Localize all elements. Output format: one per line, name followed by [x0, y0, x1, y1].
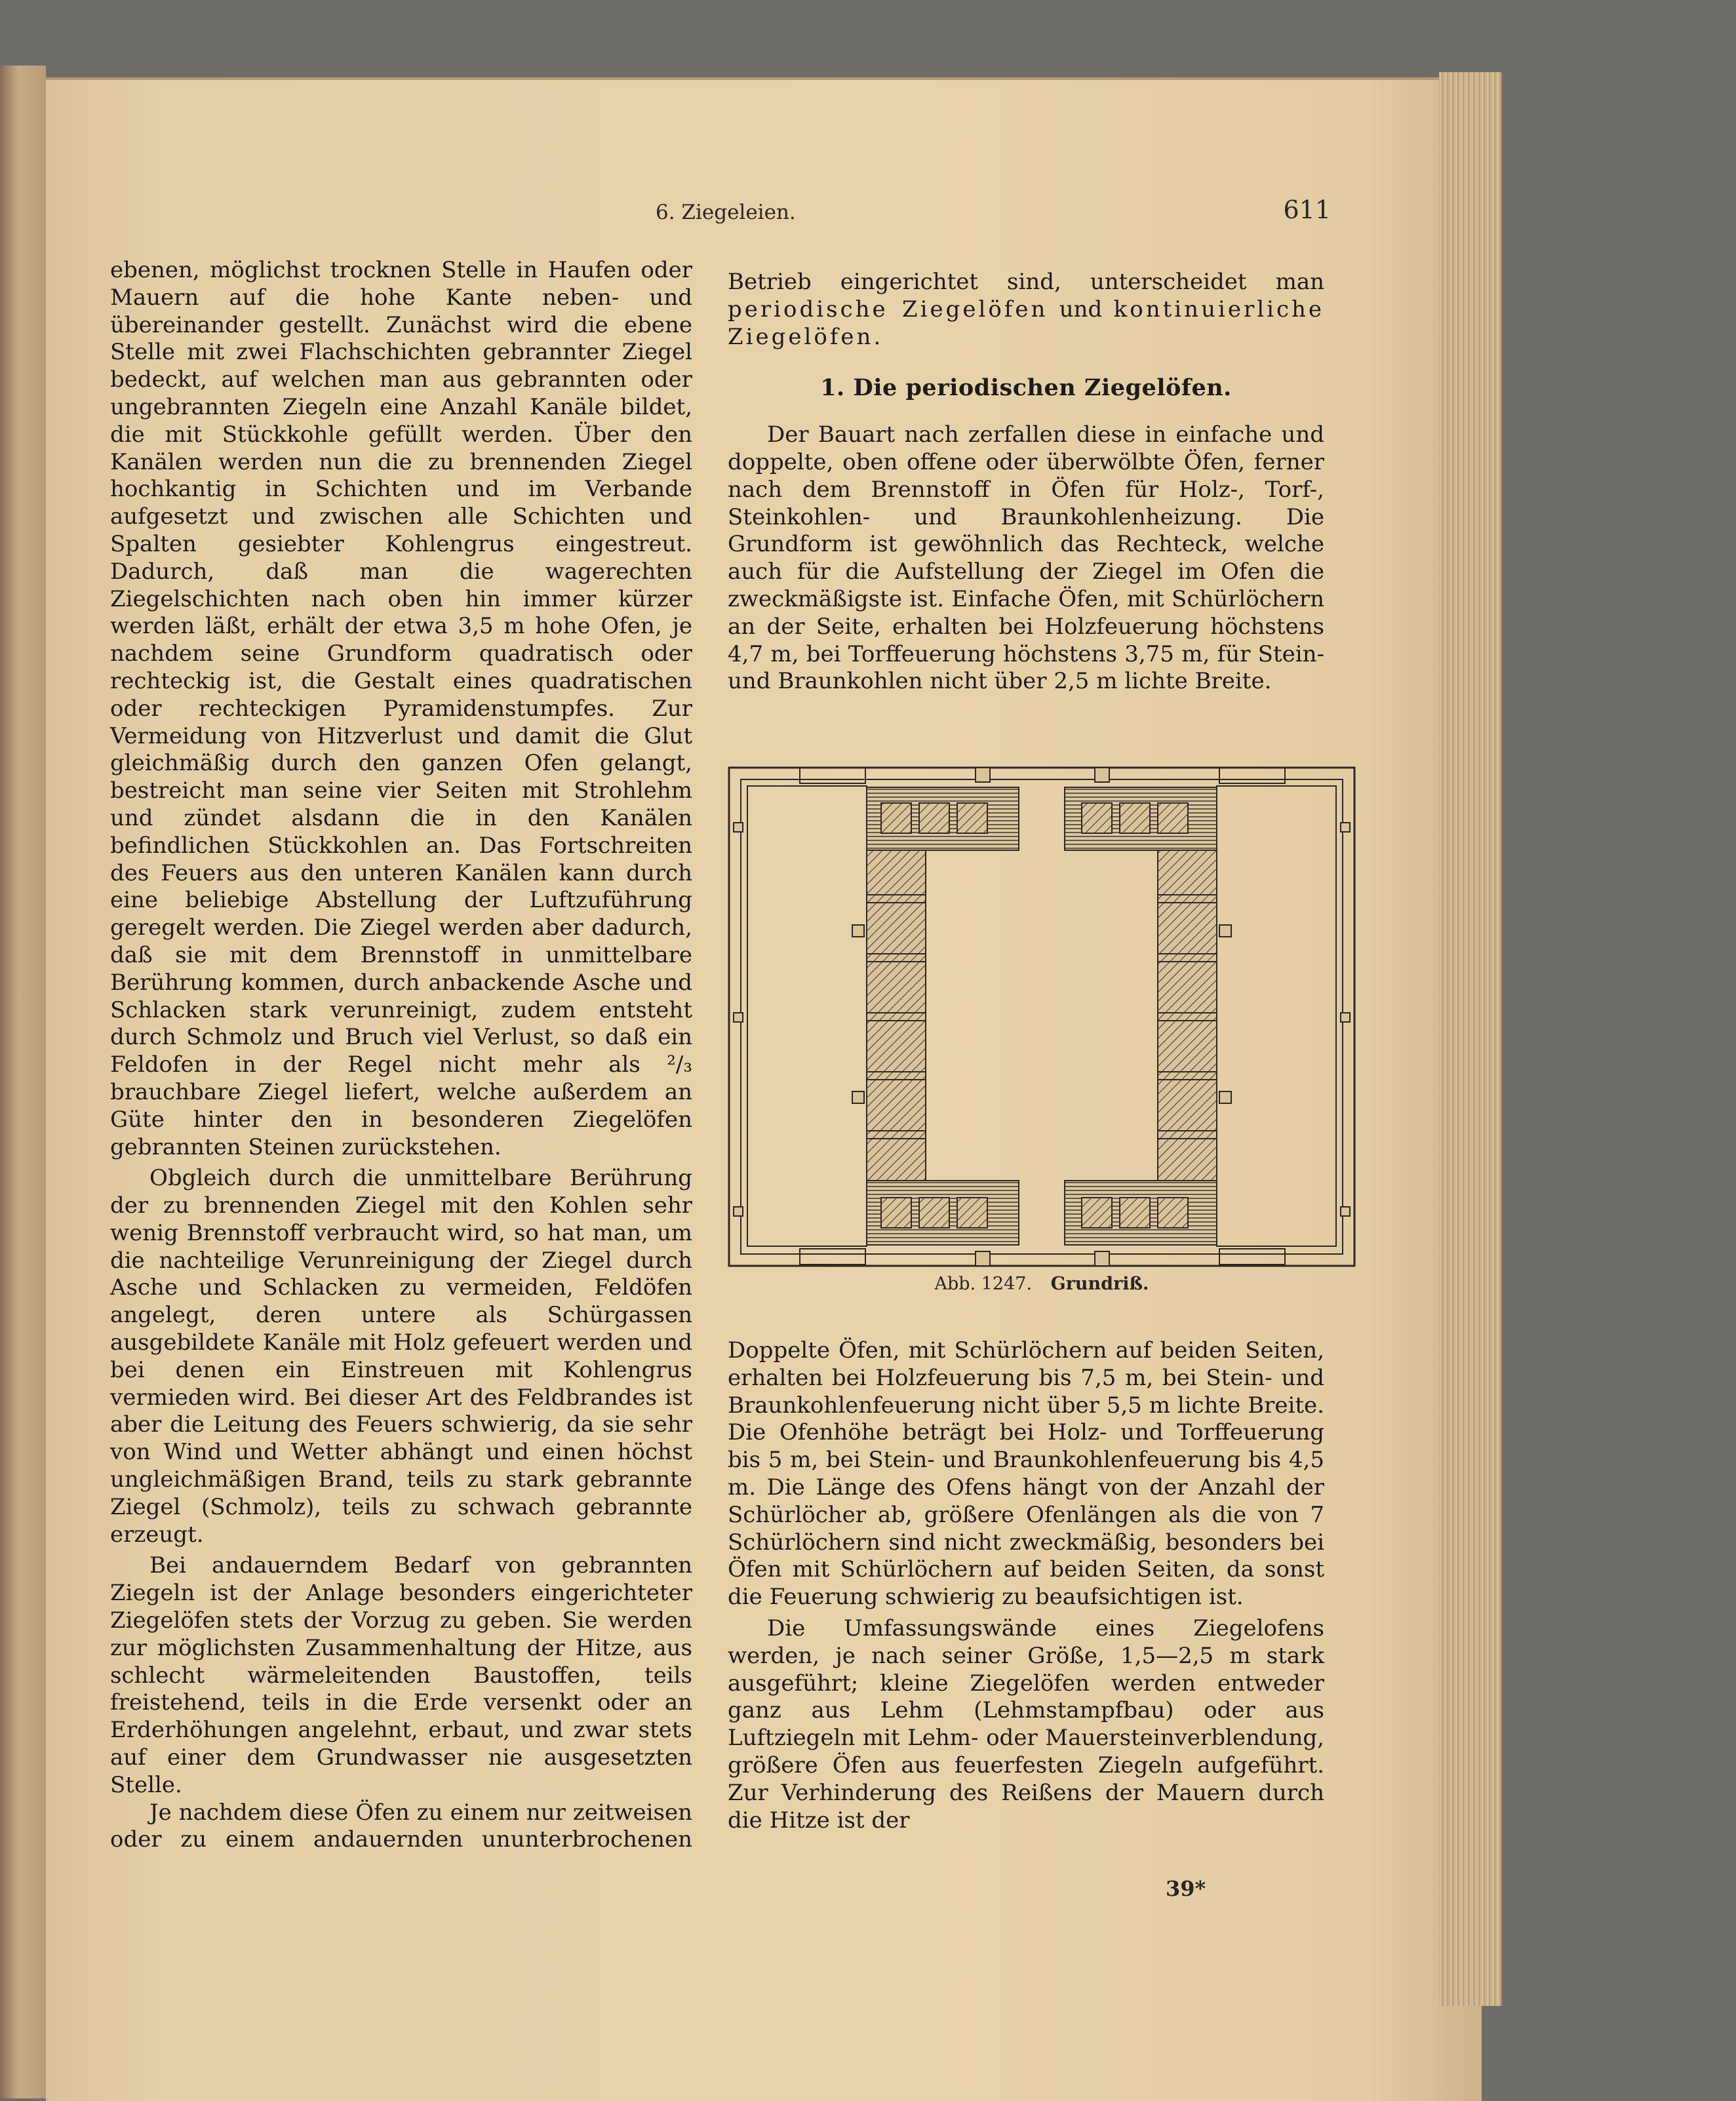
floor-plan-figure: [728, 764, 1356, 1268]
intro-text: Betrieb eingerichtet sind, unterscheidet man: [728, 269, 1324, 295]
paragraph: Bei andauerndem Bedarf von gebrannten Ziegeln ist der Anlage besonders eingerichteter Ziegelöfen stets der Vorzug zu geben. Sie werden zur möglichsten Zusammenhaltung der Hitze, aus schlecht wärmeleitenden Baustoffen, teils freistehend, teils in die Erde versenkt oder an Erderhöhungen angelehnt, erbaut, und zwar stets auf einer dem Grundwasser nie ausgesetzten Stelle.: [110, 1552, 692, 1798]
page-header: [656, 195, 1331, 235]
left-column: [110, 257, 692, 1854]
facing-page-edge: [0, 66, 46, 2098]
firebox: [919, 1198, 949, 1228]
figure-caption: [728, 1274, 1356, 1294]
paragraph: Doppelte Öfen, mit Schürlöchern auf beiden Seiten, erhalten bei Holzfeuerung bis 7,5 m, bei Stein- und Braunkohlenfeuerung nicht über 5,5 m lichte Breite. Die Ofenhöhe beträgt bei Holz- und Torffeuerung bis 5 m, bei Stein- und Braunkohlenfeuerung bis 4,5 m. Die Länge des Ofens hängt von der Anzahl der Schürlöcher ab, größere Ofenlängen als die von 7 Schürlöchern sind nicht zweckmäßig, besonders bei Öfen mit Schürlöchern auf beiden Seiten, da sonst die Feuerung schwierig zu beaufsichtigen ist.: [728, 1337, 1324, 1611]
signature-mark: 39*: [1166, 1876, 1206, 1901]
outer-wall: [729, 768, 1354, 1266]
firebox: [919, 803, 949, 833]
page-block-edges: [1439, 72, 1503, 2006]
paragraph: Je nachdem diese Öfen zu einem nur zeitweisen oder zu einem andauernden ununterbrochenen: [110, 1799, 692, 1853]
figure-title: Grundriß.: [1050, 1274, 1149, 1294]
firebox: [1082, 803, 1112, 833]
running-head: 6. Ziegeleien.: [656, 201, 796, 224]
firebox: [881, 1198, 911, 1228]
paragraph: Die Umfassungswände eines Ziegelofens werden, je nach seiner Größe, 1,5—2,5 m stark ausgeführt; kleine Ziegelöfen werden entweder ganz aus Lehm (Lehmstampfbau) oder aus Luftziegeln mit Lehm- oder Mauersteinverblendung, größere Öfen aus feuerfesten Ziegeln aufgeführt. Zur Verhinderung des Reißens der Mauern durch die Hitze ist der: [728, 1615, 1324, 1834]
firebox: [1158, 803, 1188, 833]
inner-wall: [741, 779, 1343, 1254]
intro-paragraph: [728, 269, 1324, 351]
paragraph: ebenen, möglichst trocknen Stelle in Haufen oder Mauern auf die hohe Kante neben- und übereinander gestellt. Zunächst wird die ebene Stelle mit zwei Flachschichten gebrannter Ziegel bedeckt, auf welchen man aus gebrannten oder ungebrannten Ziegeln eine Anzahl Kanäle bildet, die mit Stückkohle gefüllt werden. Über den Kanälen werden nun die zu brennenden Ziegel hochkantig in Schichten und im Verbande aufgesetzt und zwischen alle Schichten und Spalten gesiebter Kohlengrus eingestreut. Dadurch, daß man die wagerechten Ziegelschichten nach oben hin immer kürzer werden läßt, erhält der etwa 3,5 m hohe Ofen, je nachdem seine Grundform quadratisch oder rechteckig ist, die Gestalt eines quadratischen oder rechteckigen Pyramidenstumpfes. Zur Vermeidung von Hitzverlust und damit die Glut gleichmäßig durch den ganzen Ofen gelangt, bestreicht man seine vier Seiten mit Strohlehm und zündet alsdann die in den Kanälen befindlichen Stückkohlen an. Das Fortschreiten des Feuers aus den unteren Kanälen kann durch eine beliebige Abstellung der Luftzuführung geregelt werden. Die Ziegel werden aber dadurch, daß sie mit dem Brennstoff in unmittelbare Berührung kommen, durch anbackende Asche und Schlacken stark verunreinigt, zudem entsteht durch Schmolz und Bruch viel Verlust, so daß ein Feldofen in der Regel nicht mehr als ²/₃ brauchbare Ziegel liefert, welche außerdem an Güte hinter den in besonderen Ziegelöfen gebrannten Steinen zurückstehen.: [110, 257, 692, 1160]
right-column-bottom: [728, 1337, 1324, 1834]
connector-text: und: [1059, 296, 1103, 323]
stoke-holes: [734, 768, 1350, 1266]
term-periodic: periodische Ziegelöfen: [728, 296, 1048, 323]
firebox: [1082, 1198, 1112, 1228]
section-heading: 1. Die periodischen Ziegelöfen.: [820, 374, 1232, 402]
firebox: [1158, 1198, 1188, 1228]
firebox: [957, 1198, 987, 1228]
paragraph: Obgleich durch die unmittelbare Berührung der zu brennenden Ziegel mit den Kohlen sehr wenig Brennstoff verbraucht wird, so hat man, um die nachteilige Verunreinigung der Ziegel durch Asche und Schlacken zu vermeiden, Feldöfen angelegt, deren untere als Schürgassen ausgebildete Kanäle mit Holz gefeuert werden und bei denen ein Einstreuen mit Kohlengrus vermieden wird. Bei dieser Art des Feldbrandes ist aber die Leitung des Feuers schwierig, da sie sehr von Wind und Wetter abhängt und einen höchst ungleichmäßigen Brand, teils zu stark gebrannte Ziegel (Schmolz), teils zu schwach gebrannte erzeugt.: [110, 1165, 692, 1548]
firebox: [957, 803, 987, 833]
left-chamber: [747, 786, 867, 1246]
paragraph: Der Bauart nach zerfallen diese in einfache und doppelte, oben offene oder überwölbte Öfen, ferner nach dem Brennstoff in Öfen für Holz-, Torf-, Steinkohlen- und Braunkohlenheizung. Die Grundform ist gewöhnlich das Rechteck, welche auch für die Aufstellung der Ziegel im Ofen die zweckmäßigste ist. Einfache Öfen, mit Schürlöchern an der Seite, erhalten bei Holzfeuerung höchstens 4,7 m, bei Torffeuerung höchstens 3,75 m, für Stein- und Braunkohlen nicht über 2,5 m lichte Breite.: [728, 422, 1324, 695]
right-column-top: [728, 269, 1324, 696]
right-chamber: [1217, 786, 1336, 1246]
firebox: [1120, 803, 1150, 833]
term-continuous: kontinuierliche Ziegelöfen.: [728, 296, 1325, 350]
page-number: 611: [1283, 195, 1331, 224]
figure-label: Abb. 1247.: [934, 1274, 1033, 1294]
firebox: [881, 803, 911, 833]
firebox: [1120, 1198, 1150, 1228]
